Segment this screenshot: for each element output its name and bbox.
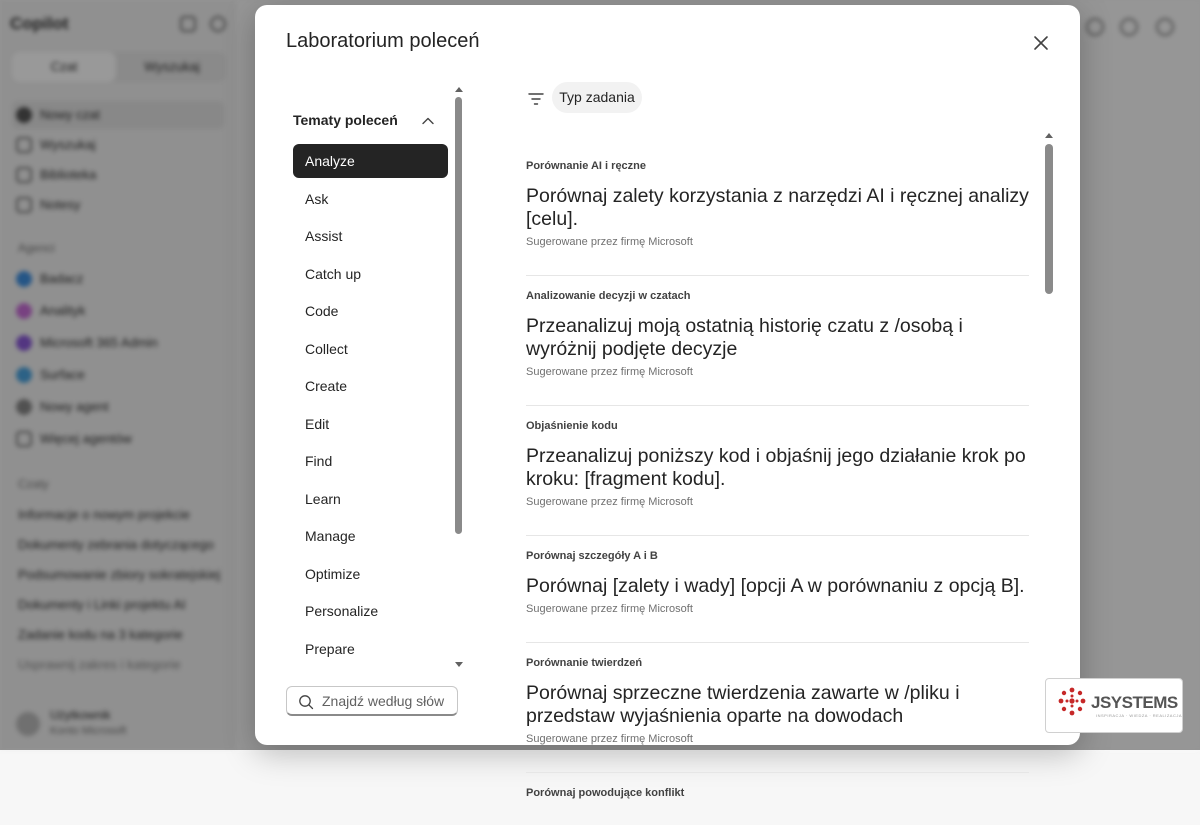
prompt-text: Porównaj sprzeczne twierdzenia zawarte w /pliku i przedstaw wyjaśnienia oparte na dowodach	[526, 682, 960, 727]
chat-item: Dokumenty zebrania dotyczącego	[18, 537, 214, 552]
topic-item-optimize[interactable]: Optimize	[305, 565, 361, 582]
prompt-category: Porównaj powodujące konflikt	[526, 787, 685, 799]
chat-item: Dokumenty i Linki projektu AI	[18, 597, 186, 612]
nav-notebooks: Notesy	[12, 191, 224, 219]
prompt-source: Sugerowane przez firmę Microsoft	[526, 496, 693, 508]
prompt-card[interactable]	[526, 418, 1029, 536]
prompt-card[interactable]	[526, 548, 1029, 643]
nav-new-chat: Nowy czat	[12, 101, 224, 129]
chat-item: Usprawnij zakres i kategorie	[18, 657, 181, 672]
topic-item-code[interactable]: Code	[305, 303, 339, 319]
nav-library: Biblioteka	[12, 161, 224, 189]
dialog-title: Laboratorium poleceń	[286, 30, 480, 52]
topic-item-analyze[interactable]: Analyze	[293, 144, 448, 178]
agent-item: Microsoft 365 Admin	[12, 329, 224, 357]
prompt-category: Objaśnienie kodu	[526, 420, 618, 432]
chevron-up-icon	[421, 114, 435, 128]
topic-item-assist[interactable]: Assist	[305, 228, 343, 244]
task-type-filter-button[interactable]: Typ zadania	[552, 82, 642, 113]
agent-item: Nowy agent	[12, 393, 224, 421]
topics-header[interactable]	[293, 112, 443, 132]
brand-tagline: INSPIRACJA · WIEDZA · REALIZACJA	[1096, 713, 1183, 718]
user-account: Konto Microsoft	[50, 725, 127, 737]
topics-heading: Tematy poleceń	[293, 112, 398, 128]
filter-icon[interactable]	[528, 92, 544, 106]
topic-item-manage[interactable]: Manage	[305, 528, 356, 544]
scroll-up-arrow-icon[interactable]	[454, 85, 464, 93]
jsystems-logo-icon	[1058, 687, 1086, 717]
user-name: Użytkownik	[50, 708, 111, 722]
chat-item: Zadanie kodu na 3 kategorie	[18, 627, 183, 642]
brand-watermark	[1045, 678, 1183, 733]
chats-heading: Czaty	[18, 477, 49, 491]
prompt-card[interactable]	[526, 655, 1029, 773]
prompt-card[interactable]	[526, 288, 1029, 406]
agent-item: Więcej agentów	[12, 425, 224, 453]
topics-list	[293, 144, 449, 669]
topic-item-catch-up[interactable]: Catch up	[305, 265, 362, 282]
app-title: Copilot	[10, 14, 69, 33]
prompt-source: Sugerowane przez firmę Microsoft	[526, 733, 693, 745]
topic-item-collect[interactable]: Collect	[305, 340, 348, 357]
brand-name: JSYSTEMS	[1091, 693, 1178, 712]
tab-chat: Czat	[12, 52, 116, 82]
agent-item: Surface	[12, 361, 224, 389]
agent-item: Analityk	[12, 297, 224, 325]
search-box[interactable]	[286, 686, 458, 716]
search-icon	[298, 694, 314, 710]
prompt-card[interactable]	[526, 785, 1029, 825]
topic-item-find[interactable]: Find	[305, 453, 333, 469]
prompt-source: Sugerowane przez firmę Microsoft	[526, 603, 693, 615]
agent-item: Badacz	[12, 265, 224, 293]
prompt-category: Analizowanie decyzji w czatach	[526, 290, 691, 302]
topic-item-edit[interactable]: Edit	[305, 415, 330, 432]
prompt-category: Porównaj szczegóły A i B	[526, 550, 658, 562]
prompt-category: Porównanie twierdzeń	[526, 657, 643, 669]
prompt-text: Przeanalizuj poniższy kod i objaśnij jego działanie krok po kroku: [fragment kodu].	[526, 445, 1026, 490]
topic-item-prepare[interactable]: Prepare	[305, 640, 355, 657]
topic-item-learn[interactable]: Learn	[305, 490, 341, 507]
prompt-gallery-dialog	[255, 5, 1080, 799]
nav-search: Wyszukaj	[12, 131, 224, 159]
prompt-source: Sugerowane przez firmę Microsoft	[526, 366, 693, 378]
prompts-scrollbar-thumb[interactable]	[1045, 144, 1053, 294]
prompt-list	[526, 144, 1029, 825]
close-icon[interactable]	[1031, 33, 1051, 53]
topics-scrollbar-thumb[interactable]	[455, 97, 462, 534]
topic-item-create[interactable]: Create	[305, 378, 348, 394]
prompt-source: Sugerowane przez firmę Microsoft	[526, 236, 693, 248]
prompt-text: Przeanalizuj moją ostatnią historię czatu z /osobą i wyróżnij podjęte decyzje	[526, 315, 963, 360]
topic-item-ask[interactable]: Ask	[305, 190, 329, 207]
scroll-up-arrow-icon[interactable]	[1044, 131, 1054, 139]
prompt-text: Porównaj zalety korzystania z narzędzi AI i ręcznej analizy [celu].	[526, 185, 1029, 230]
chat-item: Podsumowanie zbiory sokratejskiej	[18, 567, 221, 582]
scroll-down-arrow-icon[interactable]	[454, 661, 464, 669]
agents-heading: Agenci	[18, 241, 55, 255]
prompt-category: Porównanie AI i ręczne	[526, 160, 647, 172]
prompt-text: Porównaj [zalety i wady] [opcji A w porównaniu z opcją B].	[526, 575, 1025, 597]
prompt-card[interactable]	[526, 158, 1029, 276]
search-input[interactable]	[322, 687, 454, 715]
chat-item: Informacje o nowym projekcie	[18, 507, 190, 522]
topic-item-personalize[interactable]: Personalize	[305, 603, 379, 619]
tab-search: Wyszukaj	[144, 59, 200, 74]
